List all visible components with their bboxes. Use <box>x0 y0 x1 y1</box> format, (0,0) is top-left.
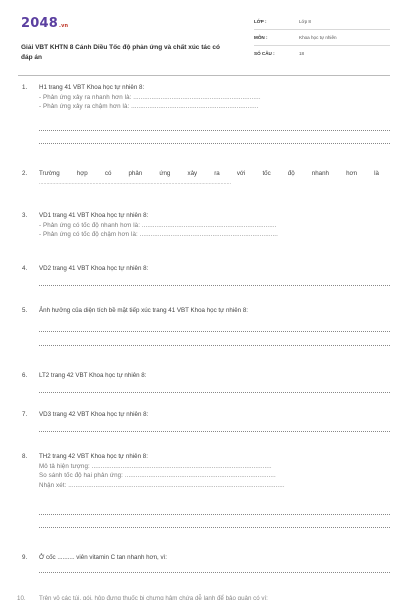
meta-table <box>254 14 390 62</box>
question-number: 8. <box>22 453 28 460</box>
question-number: 7. <box>22 411 28 418</box>
question-title: Ảnh hưởng của diện tích bề mặt tiếp xúc trang 41 VBT Khoa học tự nhiên 8: <box>39 307 248 314</box>
question-10 <box>17 594 390 600</box>
question-number: 6. <box>22 372 28 379</box>
header <box>18 14 390 72</box>
question-number: 5. <box>22 307 28 314</box>
question-7 <box>22 410 390 434</box>
answer-line: - Phản ứng xảy ra nhanh hơn là: ...................................................................... <box>39 93 261 101</box>
question-title: VD1 trang 41 VBT Khoa học tự nhiên 8: <box>39 212 149 219</box>
answer-rule <box>39 130 390 131</box>
answer-rule <box>39 392 390 393</box>
header-divider <box>18 75 390 76</box>
answer-rule <box>39 285 390 286</box>
question-number: 10. <box>17 595 26 600</box>
question-number: 3. <box>22 212 28 219</box>
question-title: Trường hợp có phản ứng xảy ra với tốc độ nhanh hơn là <box>39 170 379 177</box>
meta-label: MÔN : <box>254 35 268 40</box>
answer-line: - Phản ứng có tốc độ nhanh hơn là: .......................................................................... <box>39 221 277 229</box>
answer-line: - Phản ứng xảy ra chậm hơn là: ...................................................................... <box>39 103 259 110</box>
question-title: H1 trang 41 VBT Khoa học tự nhiên 8: <box>39 84 145 91</box>
answer-rule <box>39 527 390 528</box>
answer-rule <box>39 572 390 573</box>
meta-label: SỐ CÂU : <box>254 51 275 56</box>
answer-line: Nhận xét: ....................................................................................................................... <box>39 481 285 489</box>
answer-rule <box>39 431 390 432</box>
answer-line: So sánh tốc độ hai phản ứng: ................................................................................... <box>39 472 276 479</box>
answer-line: - Phản ứng có tốc độ chậm hơn là: ............................................................................ <box>39 231 278 238</box>
question-6 <box>22 371 390 395</box>
answer-rule <box>39 331 390 332</box>
answer-line: ................................................................................................................................. <box>39 179 232 186</box>
question-number: 4. <box>22 265 28 272</box>
question-2 <box>22 169 390 191</box>
question-title: VD3 trang 42 VBT Khoa học tự nhiên 8: <box>39 411 149 418</box>
meta-row-socau <box>254 46 390 62</box>
question-8 <box>22 452 390 532</box>
question-title: Ở cốc .......... viên vitamin C tan nhanh hơn, vì: <box>39 554 168 561</box>
meta-label: LỚP : <box>254 19 267 24</box>
question-1 <box>22 83 390 145</box>
answer-line: Mô tả hiện tượng: ................................................................................................... <box>39 462 272 470</box>
question-9 <box>22 553 390 577</box>
meta-value: 18 <box>299 51 305 56</box>
question-4 <box>22 264 390 288</box>
meta-row-lop <box>254 14 390 30</box>
question-3 <box>22 211 390 245</box>
meta-row-mon <box>254 30 390 46</box>
answer-rule <box>39 143 390 144</box>
question-number: 1. <box>22 84 28 91</box>
question-title: Trên vỏ các túi, gói, hộp đựng thuốc bị chưng hâm chứa dễ lạnh để bảo quản có ví: <box>39 595 268 600</box>
question-title: TH2 trang 42 VBT Khoa học tự nhiên 8: <box>39 453 148 460</box>
answer-rule <box>39 514 390 515</box>
question-number: 9. <box>22 554 28 561</box>
document-title: Giải VBT KHTN 8 Cánh Diều Tốc độ phản ứng và chất xúc tác có đáp án <box>21 44 221 61</box>
site-logo[interactable]: 2048.vn <box>21 16 69 31</box>
question-title: VD2 trang 41 VBT Khoa học tự nhiên 8: <box>39 265 149 272</box>
question-5 <box>22 306 390 348</box>
question-title: LT2 trang 42 VBT Khoa học tự nhiên 8: <box>39 372 147 379</box>
meta-value: Lớp 8 <box>299 19 311 24</box>
answer-rule <box>39 345 390 346</box>
question-number: 2. <box>22 170 28 177</box>
meta-value: Khoa học tự nhiên <box>299 35 337 40</box>
